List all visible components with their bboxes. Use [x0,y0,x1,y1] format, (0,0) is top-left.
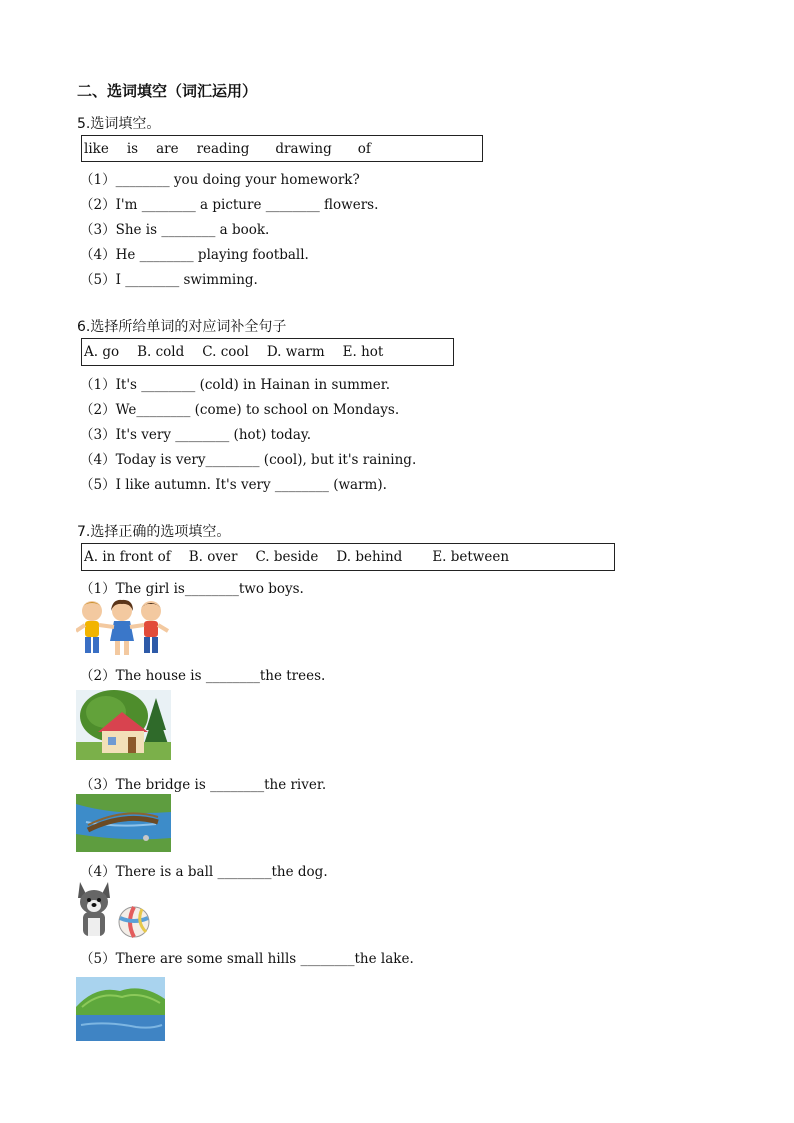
q7-word-bank [81,543,615,571]
q5-item-5: （5）I ________ swimming. [80,272,258,288]
q5-title: 5.选词填空。 [77,116,161,132]
q7-option: D. behind [336,549,403,565]
q7-item-1: （1）The girl is________two boys. [80,581,304,597]
q5-word-bank [81,135,483,162]
q5-option: drawing [275,140,332,157]
q5-item-4: （4）He ________ playing football. [80,247,309,263]
q6-item-2: （2）We________ (come) to school on Mondays. [80,402,400,418]
q6-title: 6.选择所给单词的对应词补全句子 [77,319,287,335]
q6-item-1: （1）It's ________ (cold) in Hainan in summer. [80,377,390,393]
q5-option: like [84,140,109,157]
q7-option: B. over [188,549,238,565]
q5-item-1: （1）________ you doing your homework? [80,172,360,188]
q5-option: reading [196,140,250,157]
q5-item-3: （3）She is ________ a book. [80,222,270,238]
bridge-river-icon [76,794,171,852]
q5-option: of [357,140,371,157]
q7-option: E. between [432,549,510,565]
q5-item-2: （2）I'm ________ a picture ________ flowers. [80,197,379,213]
q6-option: A. go [84,344,120,360]
hills-lake-icon [76,977,165,1041]
q6-option: C. cool [202,344,249,360]
q7-option: A. in front of [84,549,171,565]
q5-option: is [126,140,139,157]
q7-item-4: （4）There is a ball ________the dog. [80,864,328,880]
q5-option: are [156,140,179,157]
q6-option: D. warm [266,344,325,360]
q6-option: B. cold [137,344,185,360]
house-trees-icon [76,690,171,760]
q7-title: 7.选择正确的选项填空。 [77,524,231,540]
section-heading: 二、选词填空（词汇运用） [77,82,258,100]
q7-item-3: （3）The bridge is ________the river. [80,777,327,793]
q6-word-bank [81,338,454,366]
q7-option: C. beside [255,549,319,565]
q7-item-2: （2）The house is ________the trees. [80,668,326,684]
q6-item-4: （4）Today is very________ (cool), but it's raining. [80,452,417,468]
q6-item-5: （5）I like autumn. It's very ________ (warm). [80,477,387,493]
q6-option: E. hot [342,344,384,360]
dog-ball-icon [76,878,156,942]
three-children-icon [76,597,170,659]
q7-item-5: （5）There are some small hills ________the lake. [80,951,414,967]
q6-item-3: （3）It's very ________ (hot) today. [80,427,311,443]
